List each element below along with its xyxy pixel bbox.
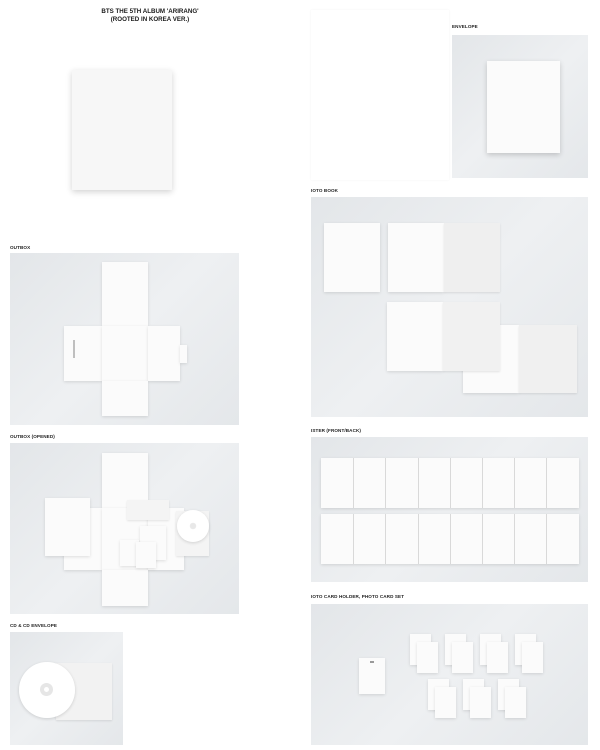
- section-label-cd-envelope: CD & CD ENVELOPE: [10, 623, 58, 628]
- section-label-outbox-opened: OUTBOX (OPENED): [10, 434, 55, 439]
- album-title: [50, 8, 250, 23]
- top-right-blank-image: [311, 10, 449, 180]
- album-title-line2: (ROOTED IN KOREA VER.): [110, 15, 190, 23]
- envelope-image: [487, 61, 560, 153]
- section-label-poster: ISTER (FRONT/BACK): [311, 428, 362, 433]
- section-label-photo-card: IOTO CARD HOLDER, PHOTO CARD SET: [311, 594, 405, 599]
- album-box-image: [72, 70, 172, 190]
- section-label-photo-book: IOTO BOOK: [311, 188, 339, 193]
- album-title-line1: BTS THE 5TH ALBUM 'ARIRANG': [101, 8, 199, 15]
- photo-card-panel: [311, 604, 588, 745]
- section-label-outbox: OUTBOX: [10, 245, 31, 250]
- section-label-envelope: ENVELOPE: [452, 24, 478, 29]
